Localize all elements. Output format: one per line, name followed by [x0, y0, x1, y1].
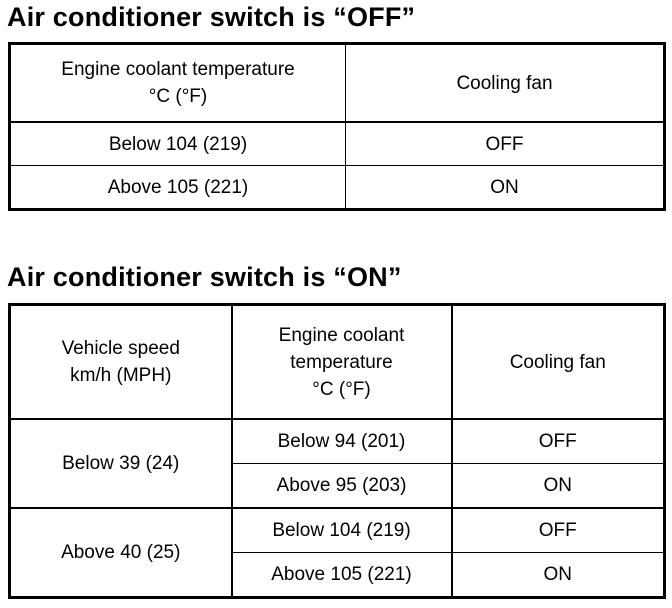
- heading-ac-off: Air conditioner switch is “OFF”: [7, 2, 416, 32]
- header-cooling-fan: Cooling fan: [346, 44, 665, 123]
- table-row: [10, 122, 665, 166]
- heading-ac-on: Air conditioner switch is “ON”: [7, 262, 402, 292]
- cell-temperature: Below 104 (219): [232, 508, 452, 553]
- header-cooling-fan: Cooling fan: [452, 305, 665, 420]
- cell-temperature: Above 105 (221): [10, 166, 346, 210]
- header-vehicle-speed: [10, 305, 232, 420]
- header-coolant-temperature-line1: Engine coolant: [278, 324, 405, 346]
- cell-temperature: Below 94 (201): [232, 419, 452, 464]
- header-vehicle-speed-line1: Vehicle speed: [61, 338, 180, 359]
- header-coolant-temperature-unit: °C (°F): [312, 378, 371, 400]
- cell-temperature: Above 95 (203): [232, 464, 452, 509]
- cell-temperature: Below 104 (219): [10, 122, 346, 166]
- header-coolant-temperature-line1: Engine coolant temperature: [61, 59, 295, 80]
- cell-vehicle-speed: Above 40 (25): [10, 508, 232, 598]
- table-header-row: [10, 44, 665, 123]
- cell-fan-state: ON: [346, 166, 665, 210]
- table-row: [10, 166, 665, 210]
- cell-temperature: Above 105 (221): [232, 553, 452, 598]
- table-row: [10, 508, 665, 553]
- table-ac-off: [8, 42, 666, 211]
- header-coolant-temperature-line2: temperature: [290, 351, 393, 373]
- header-vehicle-speed-unit: km/h (MPH): [70, 365, 172, 386]
- cell-fan-state: ON: [452, 553, 665, 598]
- header-coolant-temperature: [10, 44, 346, 123]
- header-coolant-temperature: [232, 305, 452, 420]
- cell-vehicle-speed: Below 39 (24): [10, 419, 232, 508]
- table-ac-on: [8, 303, 666, 599]
- cell-fan-state: OFF: [452, 419, 665, 464]
- table-row: [10, 419, 665, 464]
- cell-fan-state: OFF: [346, 122, 665, 166]
- cell-fan-state: OFF: [452, 508, 665, 553]
- header-coolant-temperature-unit: °C (°F): [148, 86, 208, 107]
- table-header-row: [10, 305, 665, 420]
- cell-fan-state: ON: [452, 464, 665, 509]
